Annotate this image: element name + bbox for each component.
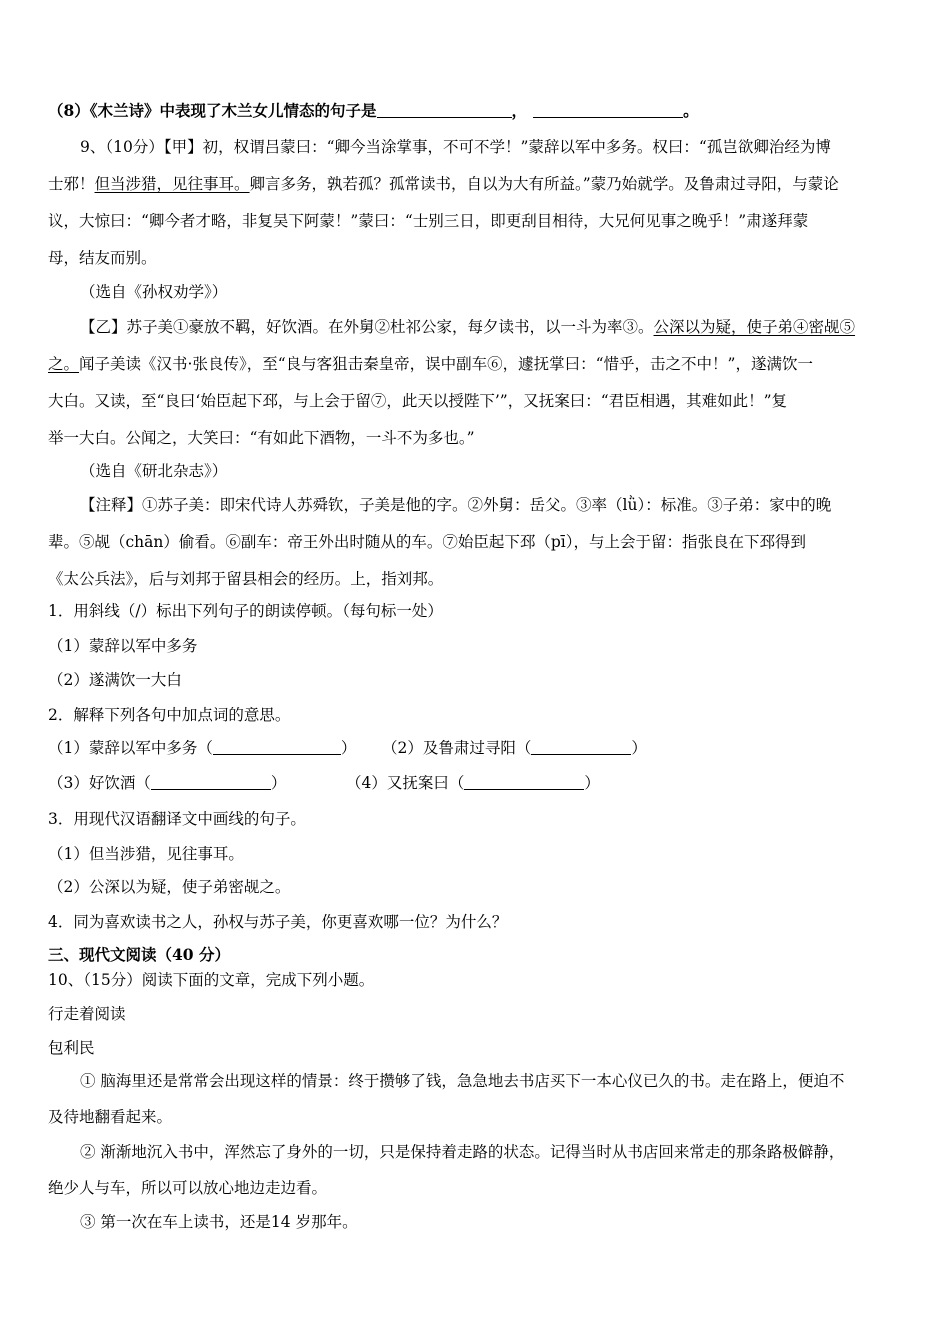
question-1-item-1: （1）蒙辞以军中多务: [48, 637, 198, 655]
article-p2-line2: 绝少人与车，所以可以放心地边走边看。: [48, 1179, 328, 1197]
article-p2-line1: ② 渐渐地沉入书中，浑然忘了身外的一切，只是保持着走路的状态。记得当时从书店回来常走的那条路极僻静，: [80, 1143, 845, 1161]
item-close: ）: [631, 739, 647, 757]
item-close: ）: [270, 774, 287, 792]
q9-p1-line2: [48, 174, 839, 194]
item-text: （3）好饮酒（: [48, 774, 151, 792]
item-text: （4）又抚案曰（: [346, 774, 465, 792]
article-p1-line1: ① 脑海里还是常常会出现这样的情景：终于攒够了钱，急急地去书店买下一本心仪已久的书。走在路上，便迫不: [80, 1072, 845, 1090]
q8-prefix: （8）《木兰诗》中表现了木兰女儿情态的句子是: [48, 101, 377, 120]
underlined-sentence: 但当涉猎，见往事耳。: [94, 175, 250, 193]
question-2-item-4: [346, 773, 600, 793]
question-2-item-1: [48, 738, 356, 758]
q8-end: 。: [683, 101, 699, 120]
notes-line3: 《太公兵法》，后与刘邦于留县相会的经历。上，指刘邦。: [48, 570, 444, 588]
underlined-sentence: 之。: [48, 355, 80, 373]
q9-p1-line1: 9、（10分）【甲】初，权谓吕蒙曰：“卿今当涂掌事，不可不学！”蒙辞以军中多务。权曰：“孤岂欲卿治经为博: [80, 138, 831, 156]
section-heading: 三、现代文阅读（40 分）: [48, 945, 230, 964]
question-2-item-3: [48, 773, 286, 793]
answer-blank[interactable]: [213, 739, 341, 755]
article-p1-line2: 及待地翻看起来。: [48, 1108, 173, 1126]
question-1: 1．用斜线（/）标出下列句子的朗读停顿。（每句标一处）: [48, 602, 443, 620]
article-author: 包利民: [48, 1039, 95, 1057]
q9-p1-line3: 议，大惊曰：“卿今者才略，非复吴下阿蒙！”蒙曰：“士别三日，即更刮目相待，大兄何见事之晚乎！”肃遂拜蒙: [48, 212, 809, 230]
text-run: 士邪！: [48, 175, 95, 193]
source-2: （选自《研北杂志》）: [80, 462, 228, 480]
item-text: （1）蒙辞以军中多务（: [48, 739, 213, 757]
q8-line: [48, 101, 699, 121]
article-p3-line1: ③ 第一次在车上读书，还是14 岁那年。: [80, 1213, 358, 1231]
item-close: ）: [584, 774, 600, 792]
question-2: 2．解释下列各句中加点词的意思。: [48, 706, 291, 724]
answer-blank[interactable]: [151, 774, 271, 790]
q9-p1-line4: 母，结友而别。: [48, 249, 157, 267]
underlined-sentence: 公深以为疑，使子弟④密觇⑤: [653, 318, 856, 336]
text-run: 闻子美读《汉书·张良传》，至“良与客狙击秦皇帝，误中副车⑥，遽抚掌曰：“惜乎，击之不中！”，遂满饮一: [79, 355, 813, 373]
q9-p2-line4: 举一大白。公闻之，大笑曰：“有如此下酒物，一斗不为多也。”: [48, 429, 475, 447]
q8-sep: ，: [511, 101, 528, 120]
text-run: 【乙】苏子美①豪放不羁，好饮酒。在外舅②杜祁公家，每夕读书，以一斗为率③。: [80, 318, 654, 336]
answer-blank[interactable]: [531, 739, 631, 755]
answer-blank[interactable]: [464, 774, 584, 790]
question-3-item-2: （2）公深以为疑，使子弟密觇之。: [48, 878, 291, 896]
article-title: 行走着阅读: [48, 1005, 126, 1023]
question-1-item-2: （2）遂满饮一大白: [48, 671, 182, 689]
notes-line1: 【注释】①苏子美：即宋代诗人苏舜钦，子美是他的字。②外舅：岳父。③率（lǜ）：标准。③子弟：家中的晚: [80, 496, 832, 514]
q9-p2-line2: [48, 354, 813, 374]
question-2-item-2: [382, 738, 647, 758]
q8-blank-2[interactable]: [533, 102, 683, 118]
question-3-item-1: （1）但当涉猎，见往事耳。: [48, 845, 244, 863]
text-run: 卿言多务，孰若孤？孤常读书，自以为大有所益。”蒙乃始就学。及鲁肃过寻阳，与蒙论: [249, 175, 839, 193]
question-4: 4．同为喜欢读书之人，孙权与苏子美，你更喜欢哪一位？为什么？: [48, 913, 508, 931]
source-1: （选自《孙权劝学》）: [80, 283, 228, 301]
q9-p2-line1: [80, 317, 855, 337]
q9-p2-line3: 大白。又读，至“良曰‘始臣起下邳，与上会于留⑦，此天以授陛下’”，又抚案曰：“君臣相遇，其难如此！”复: [48, 392, 788, 410]
item-close: ）: [340, 739, 357, 757]
question-10: 10、（15分）阅读下面的文章，完成下列小题。: [48, 971, 375, 989]
notes-line2: 辈。⑤觇（chān）偷看。⑥副车：帝王外出时随从的车。⑦始臣起下邳（pī），与上会于留：指张良在下邳得到: [48, 533, 807, 551]
item-text: （2）及鲁肃过寻阳（: [382, 739, 532, 757]
question-3: 3．用现代汉语翻译文中画线的句子。: [48, 810, 306, 828]
q8-blank-1[interactable]: [377, 102, 512, 118]
